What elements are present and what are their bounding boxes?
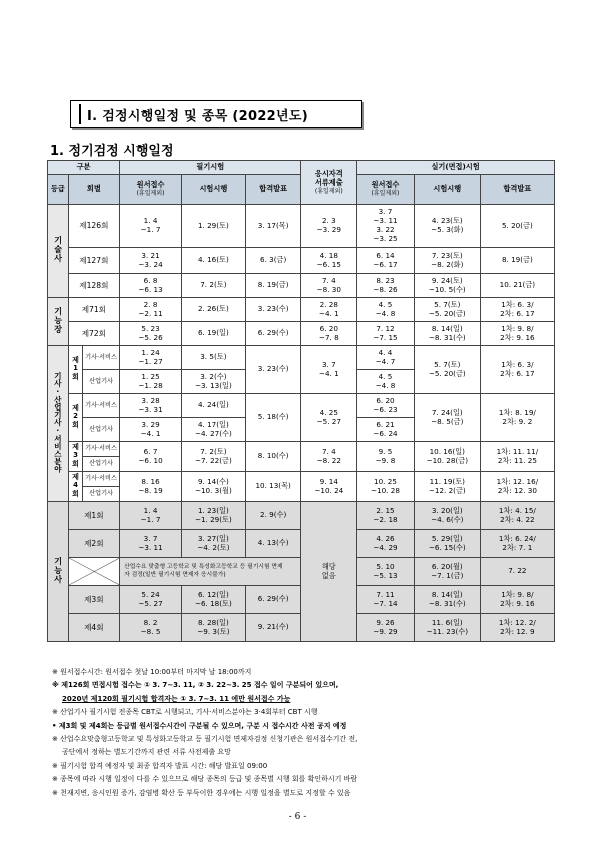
round-cell (68, 472, 82, 502)
note-item: ※ 산업수요맞춤형고등학교 및 특성화고등학교 등 필기시험 면제자검정 신청기관은 원서접수기간 전, (52, 735, 358, 744)
w-result-cell: 3. 23(수) (245, 298, 301, 322)
header-doc-sub: (휴일제외) (314, 187, 343, 195)
round-label: 제2회 (71, 403, 80, 429)
w-result-cell: 2. 9(수) (245, 502, 301, 530)
round-cell: 제126회 (68, 205, 120, 248)
round-cell: 제128회 (68, 274, 120, 298)
note-item: ※ 산업기사 필기시험 전종목 CBT로 시행되고, 기사·서비스분야는 3·4회부터 CBT 시행 (52, 708, 318, 717)
p-result-cell: 7. 22 (480, 558, 554, 586)
note-item: ※ 제126회 면접시험 접수는 ① 3. 7~3. 11, ② 3. 22~3. 25 접수 일이 구분되어 있으며, (52, 681, 339, 690)
p-result-cell: 8. 19(금) (480, 248, 554, 274)
w-apply-cell: 1. 24 ~1. 27 (120, 346, 182, 370)
p-apply-cell: 6. 20 ~6. 23 (357, 394, 415, 418)
w-exam-cell: 7. 2(토) (181, 274, 245, 298)
grade-gisulsa (48, 205, 69, 298)
header-p-result: 합격발표 (480, 175, 554, 205)
doc-cell: 7. 4 ~8. 22 (301, 442, 357, 472)
w-exam-cell: 7. 2(토) ~7. 22(금) (181, 442, 245, 472)
table-row (48, 205, 555, 248)
grade-label: 기술사 (53, 236, 63, 264)
doc-cell: 2. 3 ~3. 29 (301, 205, 357, 248)
w-exam-cell: 3. 27(일) ~4. 2(토) (181, 530, 245, 558)
w-result-cell: 6. 29(수) (245, 322, 301, 346)
w-result-cell: 5. 18(수) (245, 394, 301, 442)
w-exam-cell: 1. 29(토) (181, 205, 245, 248)
header-practical: 실기(면접)시험 (357, 161, 555, 175)
header-p-exam: 시험시행 (414, 175, 480, 205)
w-apply-cell: 1. 4 ~1. 7 (120, 205, 182, 248)
w-exam-cell: 9. 14(수) ~10. 3(월) (181, 472, 245, 502)
w-result-cell: 8. 19(금) (245, 274, 301, 298)
w-apply-cell: 5. 24 ~5. 27 (120, 586, 182, 614)
grade-label: 기사·산업기사·서비스분야 (53, 371, 63, 473)
p-exam-cell: 6. 20(월) ~7. 1(금) (414, 558, 480, 586)
w-apply-cell: 5. 23 ~5. 26 (120, 322, 182, 346)
header-w-apply (120, 175, 182, 205)
header-grade: 등급 (48, 175, 69, 205)
w-result-cell: 6. 3(금) (245, 248, 301, 274)
p-apply-cell: 4. 4 ~4. 7 (357, 346, 415, 370)
p-apply-cell: 9. 5 ~9. 8 (357, 442, 415, 472)
table-row (48, 274, 555, 298)
p-exam-cell: 7. 24(일) ~8. 5(금) (414, 394, 480, 442)
header-w-exam: 시험시행 (181, 175, 245, 205)
p-exam-cell: 9. 24(토) ~10. 5(수) (414, 274, 480, 298)
round-cell: 제3회 (68, 586, 120, 614)
p-exam-cell: 5. 29(일) ~6. 15(수) (414, 530, 480, 558)
p-apply-cell: 9. 26 ~9. 29 (357, 614, 415, 642)
round-label: 제4회 (71, 472, 80, 498)
p-result-cell: 1차: 9. 8/ 2차: 9. 16 (480, 586, 554, 614)
chapter-title: Ⅰ. 검정시행일정 및 종목 (2022년도) (87, 108, 308, 124)
type-gisa: 기사·서비스 (83, 346, 120, 370)
type-sanup: 산업기사 (83, 487, 120, 502)
grade-label: 기능사 (53, 556, 63, 584)
note-item: ※ 원서접수시간: 원서접수 첫날 10:00부터 마지막 날 18:00까지 (52, 668, 252, 676)
w-apply-cell: 8. 2 ~8. 5 (120, 614, 182, 642)
p-exam-cell: 7. 23(토) ~8. 2(화) (414, 248, 480, 274)
p-apply-cell: 7. 12 ~7. 15 (357, 322, 415, 346)
w-exam-cell: 4. 16(토) (181, 248, 245, 274)
table-row (48, 346, 555, 370)
table-row (48, 472, 555, 487)
round-label: 제3회 (71, 442, 80, 468)
p-apply-cell: 6. 14 ~6. 17 (357, 248, 415, 274)
p-exam-cell: 11. 6(일) ~11. 23(수) (414, 614, 480, 642)
type-gisa: 기사·서비스 (83, 472, 120, 487)
chapter-title-box (70, 100, 362, 128)
header-w-result: 합격발표 (245, 175, 301, 205)
p-exam-cell: 5. 7(토) ~5. 20(금) (414, 346, 480, 394)
w-result-cell: 4. 13(수) (245, 530, 301, 558)
w-exam-cell: 8. 28(일) ~9. 3(토) (181, 614, 245, 642)
w-apply-cell: 1. 4 ~1. 7 (120, 502, 182, 530)
w-exam-cell: 4. 17(일) ~4. 27(수) (181, 418, 245, 442)
type-sanup: 산업기사 (83, 370, 120, 394)
p-exam-cell: 8. 14(일) ~8. 31(수) (414, 586, 480, 614)
header-w-apply-label: 원서접수 (136, 180, 165, 190)
round-cell (68, 442, 82, 472)
type-sanup: 산업기사 (83, 418, 120, 442)
w-exam-cell: 3. 2(수) ~3. 13(일) (181, 370, 245, 394)
round-cell: 제72회 (68, 322, 120, 346)
w-exam-cell: 2. 26(토) (181, 298, 245, 322)
p-result-cell: 1차: 8. 19/ 2차: 9. 2 (480, 394, 554, 442)
p-apply-cell: 6. 21 ~6. 24 (357, 418, 415, 442)
p-result-cell: 1차: 12. 2/ 2차: 12. 9 (480, 614, 554, 642)
w-apply-cell: 2. 8 ~2. 11 (120, 298, 182, 322)
table-row (48, 248, 555, 274)
p-result-cell: 1차: 6. 3/ 2차: 6. 17 (480, 346, 554, 394)
p-exam-cell: 8. 14(일) ~8. 31(수) (414, 322, 480, 346)
note-item: 2020년 제120회 필기시험 합격자는 ① 3. 7~3. 11 에만 원서접수 가능 (62, 694, 291, 703)
doc-cell: 4. 18 ~6. 15 (301, 248, 357, 274)
p-result-cell: 1차: 11. 11/ 2차: 11. 25 (480, 442, 554, 472)
round-cell (68, 346, 82, 394)
cross-mark-icon (69, 558, 120, 585)
header-round: 회별 (68, 175, 120, 205)
w-result-cell: 3. 23(수) (245, 346, 301, 394)
w-result-cell: 3. 17(목) (245, 205, 301, 248)
p-result-cell: 1차: 6. 3/ 2차: 6. 17 (480, 298, 554, 322)
w-apply-cell: 6. 8 ~6. 13 (120, 274, 182, 298)
p-apply-cell: 7. 11 ~7. 14 (357, 586, 415, 614)
header-doc-label: 응시자격 서류제출 (314, 169, 343, 187)
grade-sanup (48, 346, 69, 502)
p-result-cell: 1차: 9. 8/ 2차: 9. 16 (480, 322, 554, 346)
w-exam-cell: 4. 24(일) (181, 394, 245, 418)
page-number: - 6 - (288, 812, 307, 822)
round-cell: 제2회 (68, 530, 120, 558)
w-result-cell: 6. 29(수) (245, 586, 301, 614)
w-apply-cell: 3. 28 ~3. 31 (120, 394, 182, 418)
note-item: ※ 필기시험 합격 예정자 및 최종 합격자 발표 시간: 해당 발표일 09:00 (52, 761, 268, 770)
p-result-cell: 1차: 4. 15/ 2차: 4. 22 (480, 502, 554, 530)
grade-gineungjang (48, 298, 69, 346)
note-item: ※ 천재지변, 응시인원 증가, 감염병 확산 등 부득이한 경우에는 시행 일정을 별도로 지정할 수 있음 (52, 788, 351, 797)
type-sanup: 산업기사 (83, 457, 120, 472)
p-result-cell: 1차: 12. 16/ 2차: 12. 30 (480, 472, 554, 502)
type-gisa: 기사·서비스 (83, 442, 120, 457)
p-result-cell: 5. 20(금) (480, 205, 554, 248)
table-row (48, 394, 555, 418)
p-apply-cell: 4. 26 ~4. 29 (357, 530, 415, 558)
p-exam-cell: 10. 16(일) ~10. 28(금) (414, 442, 480, 472)
round-cell: 제71회 (68, 298, 120, 322)
notes-block (52, 666, 557, 800)
note-item: ※ 종목에 따라 시행 일정이 다를 수 있으므로 해당 종목의 등급 및 종목별 시행 회를 확인하시기 바람 (52, 775, 358, 784)
p-result-cell: 1차: 6. 24/ 2차: 7. 1 (480, 530, 554, 558)
table-row (48, 298, 555, 322)
p-apply-cell: 10. 25 ~10. 28 (357, 472, 415, 502)
p-exam-cell: 11. 19(토) ~12. 2(금) (414, 472, 480, 502)
doc-cell: 4. 25 ~5. 27 (301, 394, 357, 442)
title-bar (79, 104, 81, 124)
header-p-apply-sub: (휴일제외) (371, 190, 400, 198)
w-result-cell: 8. 10(수) (245, 442, 301, 472)
p-apply-cell: 5. 10 ~5. 13 (357, 558, 415, 586)
type-gisa: 기사·서비스 (83, 394, 120, 418)
header-doc (301, 161, 357, 205)
doc-cell: 9. 14 ~10. 24 (301, 472, 357, 502)
note-item: • 제3회 및 제4회는 등급별 원서접수시간이 구분될 수 있으며, 구분 시 접수시간 사전 공지 예정 (52, 721, 347, 730)
w-apply-cell: 6. 7 ~6. 10 (120, 442, 182, 472)
table-row (48, 442, 555, 457)
doc-cell: 해당 없음 (301, 502, 357, 642)
p-apply-cell: 2. 15 ~2. 18 (357, 502, 415, 530)
schedule-table (47, 160, 555, 642)
w-apply-cell: 3. 21 ~3. 24 (120, 248, 182, 274)
p-apply-cell: 3. 7 ~3. 11 3. 22 ~3. 25 (357, 205, 415, 248)
w-exam-cell: 1. 23(일) ~1. 29(토) (181, 502, 245, 530)
doc-cell: 2. 28 ~4. 1 (301, 298, 357, 322)
p-exam-cell: 4. 23(토) ~5. 3(화) (414, 205, 480, 248)
doc-cell: 7. 4 ~8. 30 (301, 274, 357, 298)
crossed-cell (68, 558, 120, 586)
round-cell: 제127회 (68, 248, 120, 274)
note-item: 공단에서 정하는 별도기간까지 관련 서류 사전제출 요망 (62, 748, 231, 757)
header-w-apply-sub: (휴일제외) (136, 190, 165, 198)
table-row (48, 322, 555, 346)
w-apply-cell: 3. 7 ~3. 11 (120, 530, 182, 558)
w-exam-cell: 6. 19(일) (181, 322, 245, 346)
header-p-apply (357, 175, 415, 205)
p-apply-cell: 4. 5 ~4. 8 (357, 370, 415, 394)
header-gubun: 구분 (48, 161, 120, 175)
w-exam-cell: 6. 12(일) ~6. 18(토) (181, 586, 245, 614)
p-result-cell: 10. 21(금) (480, 274, 554, 298)
round-label: 제1회 (71, 355, 80, 381)
w-result-cell: 9. 21(수) (245, 614, 301, 642)
header-p-apply-label: 원서접수 (371, 180, 400, 190)
w-result-cell: 10. 13(목) (245, 472, 301, 502)
table-row (48, 502, 555, 530)
grade-gineungsa (48, 502, 69, 642)
w-exam-cell: 3. 5(토) (181, 346, 245, 370)
round-cell (68, 394, 82, 442)
p-exam-cell: 3. 20(일) ~4. 6(수) (414, 502, 480, 530)
header-written: 필기시험 (120, 161, 301, 175)
round-cell: 제1회 (68, 502, 120, 530)
w-apply-cell: 8. 16 ~8. 19 (120, 472, 182, 502)
grade-label: 기능장 (53, 306, 63, 334)
p-apply-cell: 4. 5 ~4. 8 (357, 298, 415, 322)
round-cell: 제4회 (68, 614, 120, 642)
p-exam-cell: 5. 7(토) ~5. 20(금) (414, 298, 480, 322)
section-heading: 1. 정기검정 시행일정 (50, 144, 174, 159)
w-apply-cell: 3. 29 ~4. 1 (120, 418, 182, 442)
w-apply-cell: 1. 25 ~1. 28 (120, 370, 182, 394)
special-note: 산업수요 맞춤형 고등학교 및 특성화고등학교 등 필기시험 면제 자 검정(일반 필기시험 면제자 응시불가) (120, 558, 301, 586)
p-apply-cell: 8. 23 ~8. 26 (357, 274, 415, 298)
doc-cell: 3. 7 ~4. 1 (301, 346, 357, 394)
doc-cell: 6. 20 ~7. 8 (301, 322, 357, 346)
